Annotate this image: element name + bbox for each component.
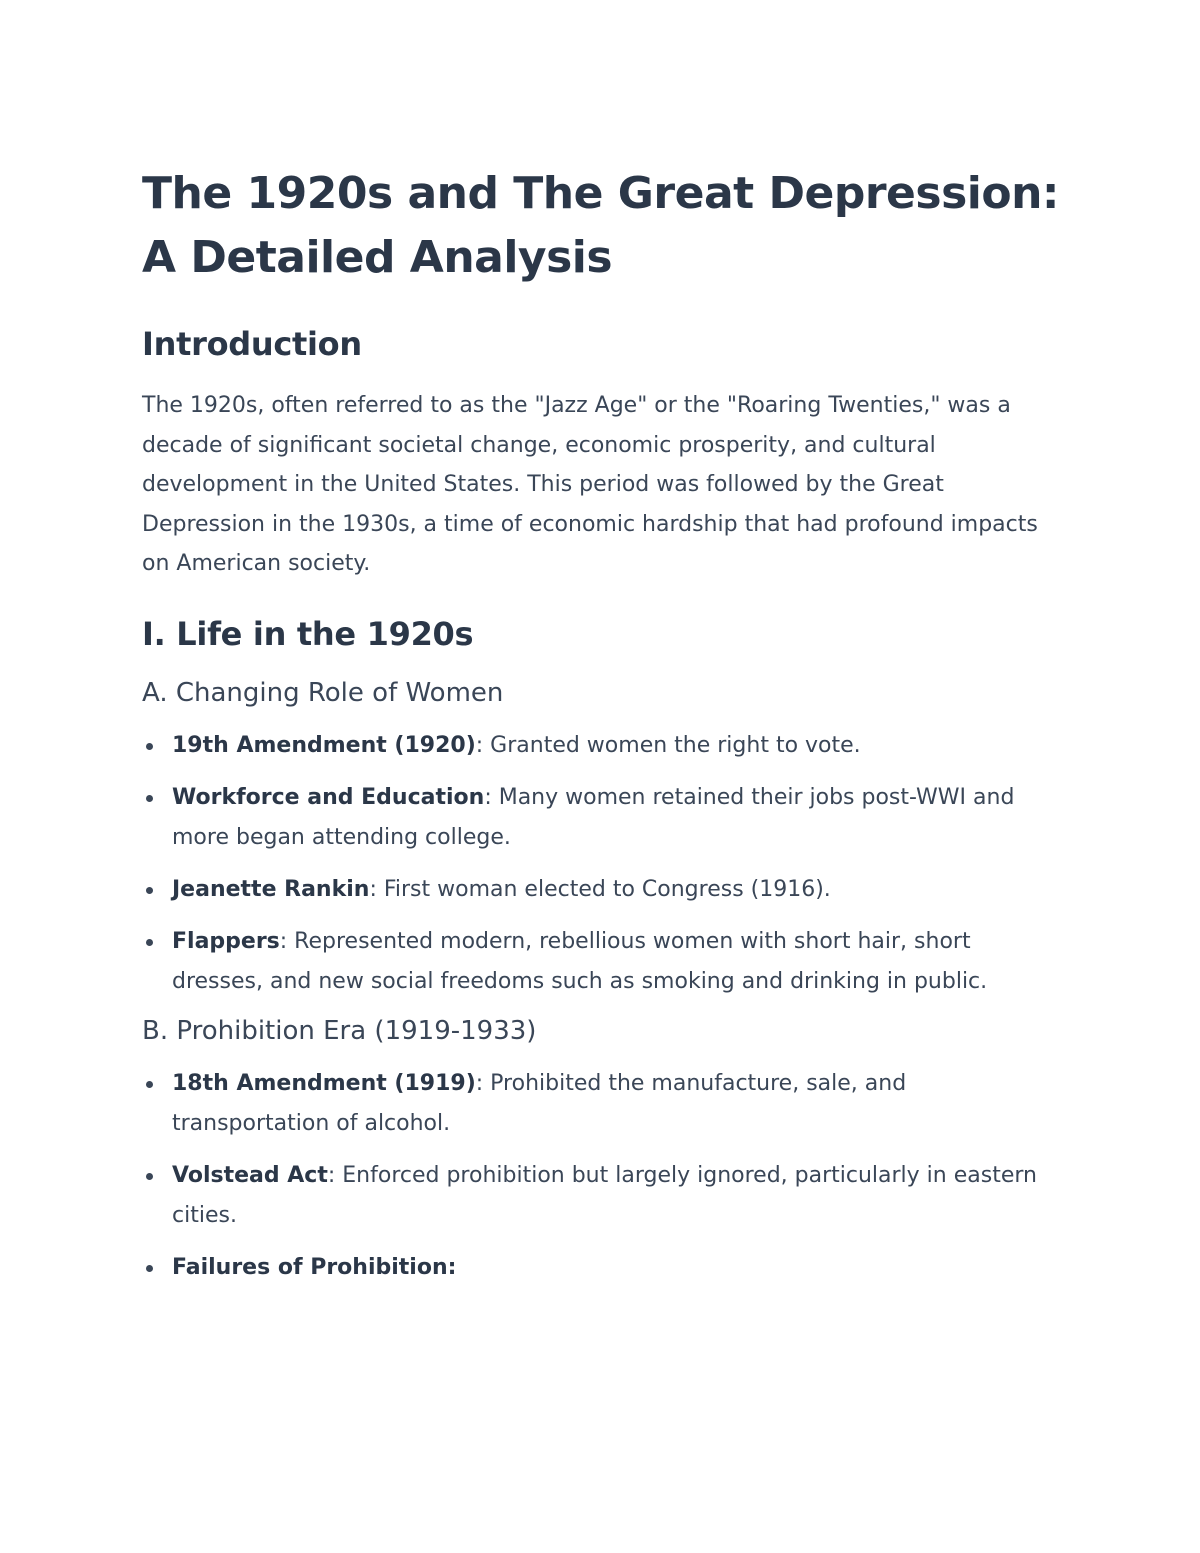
prohibition-list (142, 1064, 1062, 1288)
list-item (142, 1064, 1062, 1144)
list-item (142, 726, 1062, 766)
subsection-women-heading: A. Changing Role of Women (142, 677, 504, 708)
bullet-icon (146, 1081, 153, 1088)
list-item-term: Volstead Act (172, 1162, 328, 1188)
introduction-heading: Introduction (142, 325, 362, 363)
list-item-term: Workforce and Education (172, 784, 485, 810)
list-item-text: : Represented modern, rebellious women with short hair, short dresses, and new social freedoms such as smoking and drinking in public. (172, 928, 988, 994)
list-item-term: 19th Amendment (1920) (172, 732, 476, 758)
bullet-icon (146, 1173, 153, 1180)
list-item-term: Flappers (172, 928, 280, 954)
document-title: The 1920s and The Great Depression: A Detailed Analysis (142, 168, 1060, 283)
list-item-term: Failures of Prohibition: (172, 1254, 457, 1280)
list-item (142, 778, 1062, 858)
bullet-icon (146, 887, 153, 894)
list-item-term: 18th Amendment (1919) (172, 1070, 476, 1096)
list-item-text: : First woman elected to Congress (1916). (369, 876, 831, 902)
list-item-text: : Prohibited the manufacture, sale, and transportation of alcohol. (172, 1070, 907, 1136)
list-item (142, 870, 1062, 910)
bullet-icon (146, 795, 153, 802)
list-item (142, 1248, 1062, 1288)
list-item-term: Jeanette Rankin (172, 876, 370, 902)
list-item-text: : Enforced prohibition but largely ignored, particularly in eastern cities. (172, 1162, 1037, 1228)
list-item (142, 1156, 1062, 1236)
bullet-icon (146, 1265, 153, 1272)
document-page (142, 162, 1062, 1300)
bullet-icon (146, 939, 153, 946)
bullet-icon (146, 743, 153, 750)
subsection-prohibition-heading: B. Prohibition Era (1919-1933) (142, 1015, 537, 1046)
women-list (142, 726, 1062, 1002)
list-item-text: : Many women retained their jobs post-WWI and more began attending college. (172, 784, 1015, 850)
list-item (142, 922, 1062, 1002)
introduction-paragraph: The 1920s, often referred to as the "Jazz Age" or the "Roaring Twenties," was a decade of significant societal change, economic prosperity, and cultural development in the United States. This period was followed by the Great Depression in the 1930s, a time of economic hardship that had profound impacts on American society. (142, 393, 1038, 576)
section-life-1920s-heading: I. Life in the 1920s (142, 614, 474, 653)
list-item-text: : Granted women the right to vote. (475, 732, 861, 758)
